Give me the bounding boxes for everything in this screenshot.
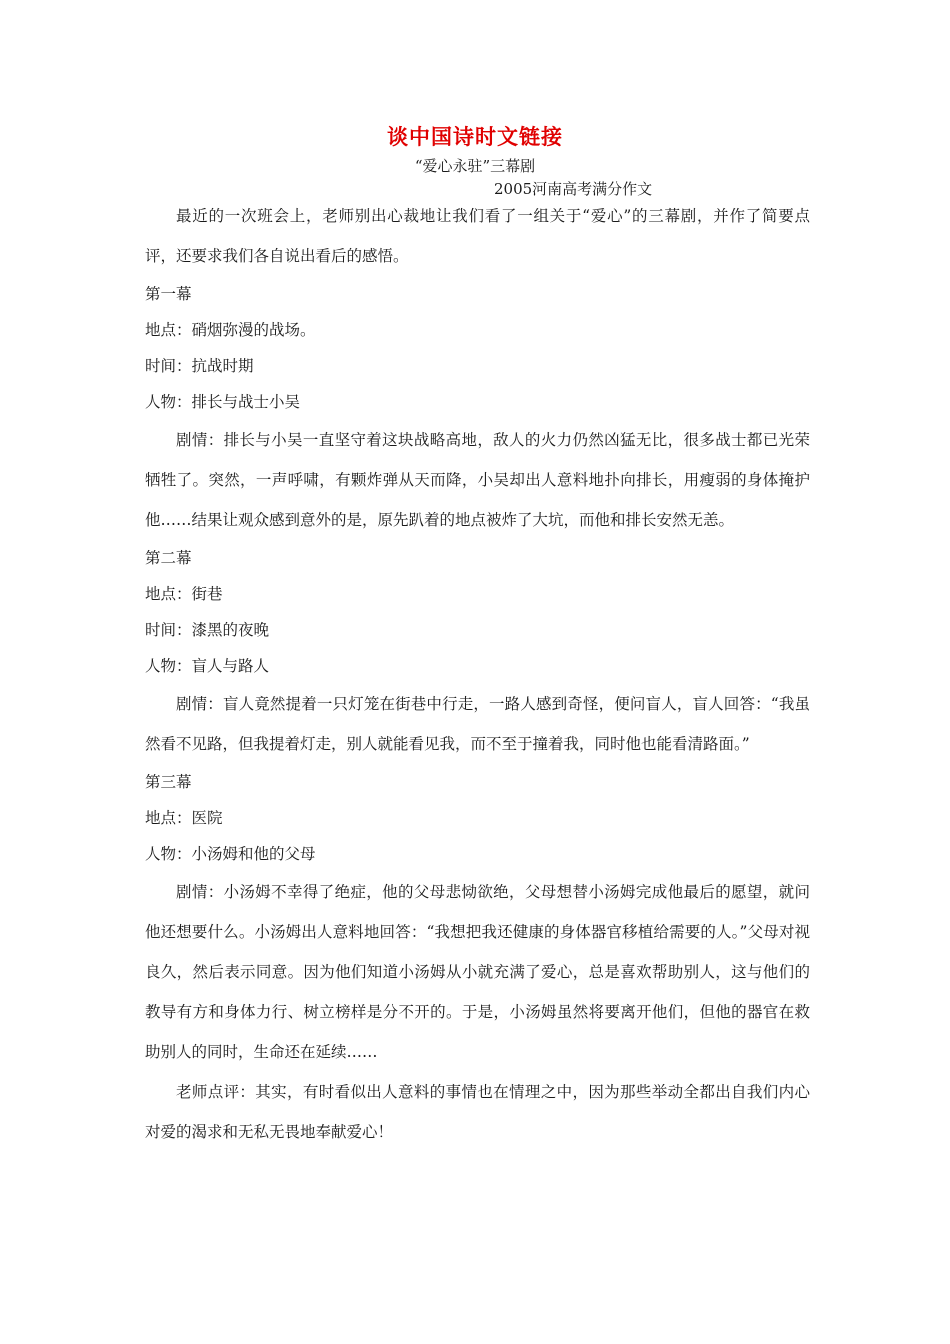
teacher-comment: 老师点评：其实，有时看似出人意料的事情也在情理之中，因为那些举动全都出自我们内心对爱的渴求和无私无畏地奉献爱心！ bbox=[145, 1083, 810, 1141]
document-subtitle: “爱心永驻”三幕剧 bbox=[414, 157, 536, 175]
act2-place: 地点：街巷 bbox=[145, 585, 223, 603]
act1-people: 人物：排长与战士小吴 bbox=[145, 393, 301, 411]
act2-plot: 剧情：盲人竟然提着一只灯笼在街巷中行走，一路人感到奇怪，便问盲人，盲人回答：“我虽然看不见路，但我提着灯走，别人就能看见我，而不至于撞着我，同时他也能看清路面。” bbox=[145, 695, 810, 753]
act1-place: 地点：硝烟弥漫的战场。 bbox=[145, 321, 316, 339]
act3-heading: 第三幕 bbox=[145, 773, 192, 791]
act2-heading: 第二幕 bbox=[145, 549, 192, 567]
document-source: 2005河南高考满分作文 bbox=[494, 180, 653, 198]
act3-people: 人物：小汤姆和他的父母 bbox=[145, 845, 316, 863]
act1-plot: 剧情：排长与小吴一直坚守着这块战略高地，敌人的火力仍然凶猛无比，很多战士都已光荣牺牲了。突然，一声呼啸，有颗炸弹从天而降，小吴却出人意料地扑向排长，用瘦弱的身体掩护他……结果让观众感到意外的是，原先趴着的地点被炸了大坑，而他和排长安然无恙。 bbox=[145, 431, 810, 529]
act2-people: 人物：盲人与路人 bbox=[145, 657, 270, 675]
act3-place: 地点：医院 bbox=[145, 809, 223, 827]
act1-heading: 第一幕 bbox=[145, 285, 192, 303]
intro-paragraph: 最近的一次班会上，老师别出心裁地让我们看了一组关于“爱心”的三幕剧，并作了简要点评，还要求我们各自说出看后的感悟。 bbox=[145, 207, 810, 265]
document-title: 谈中国诗时文链接 bbox=[387, 124, 563, 149]
document-body bbox=[145, 196, 810, 1152]
act1-time: 时间：抗战时期 bbox=[145, 357, 254, 375]
act3-plot: 剧情：小汤姆不幸得了绝症，他的父母悲恸欲绝，父母想替小汤姆完成他最后的愿望，就问他还想要什么。小汤姆出人意料地回答：“我想把我还健康的身体器官移植给需要的人。”父母对视良久，然后表示同意。因为他们知道小汤姆从小就充满了爱心，总是喜欢帮助别人，这与他们的教导有方和身体力行、树立榜样是分不开的。于是，小汤姆虽然将要离开他们，但他的器官在救助别人的同时，生命还在延续…… bbox=[145, 883, 810, 1061]
act2-time: 时间：漆黑的夜晚 bbox=[145, 621, 270, 639]
